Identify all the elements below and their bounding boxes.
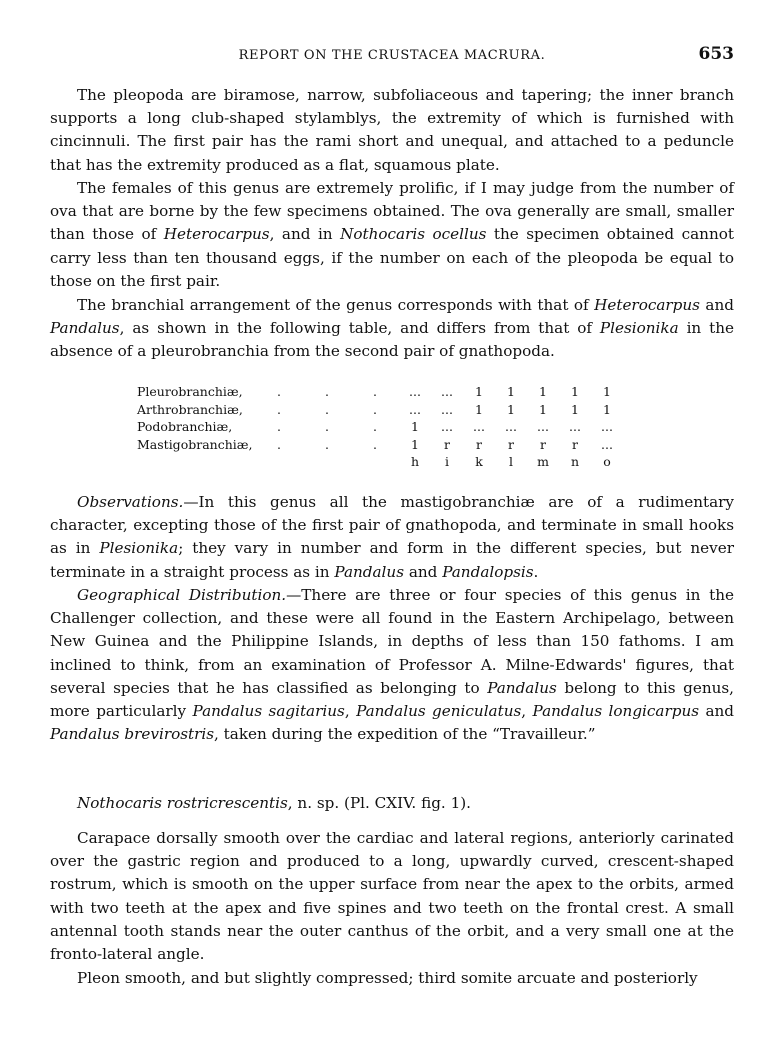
table-cell: 1: [539, 384, 547, 400]
table-cell: r: [476, 436, 482, 452]
paragraph-pleon: [50, 967, 734, 990]
genus-name: Pandalus: [487, 678, 557, 697]
table-cell: ...: [409, 384, 421, 400]
text-run: and: [699, 296, 734, 314]
text-run: , and in: [269, 225, 341, 244]
leader-dot: .: [373, 384, 377, 400]
leader-dot: .: [325, 401, 329, 417]
table-cell: ...: [505, 419, 517, 435]
table-row: [137, 436, 647, 454]
paragraph-text: The pleopoda are biramose, narrow, subfoliaceous and tapering; the inner branch supports a long club-shaped stylamblys, the extremity of which is furnished with cincinnuli. The first pair has the rami short and unequal, and attached to a peduncle that has the extremity produced as a flat, squamous plate.: [50, 86, 734, 174]
leader-dot: .: [325, 384, 329, 400]
text-run: , taken during the expedition of the “Travailleur.”: [214, 725, 596, 744]
table-cell: 1: [507, 384, 515, 400]
leader-dot: .: [277, 384, 281, 400]
text-run: in the absence of a pleurobranchia from the second pair of gnathopoda.: [50, 319, 734, 361]
table-cell: ...: [601, 436, 613, 452]
table-cell: 1: [475, 401, 483, 417]
text-run: The branchial arrangement of the genus corresponds with that of: [77, 296, 595, 314]
table-cell: 1: [411, 436, 419, 452]
text-run: ,: [344, 702, 357, 721]
section-lead: Geographical Distribution.: [77, 586, 287, 604]
genus-name: Plesionika: [99, 539, 179, 558]
table-cell: r: [572, 436, 578, 452]
paragraph-text: Pleon smooth, and but slightly compressed; third somite arcuate and posteriorly: [77, 969, 698, 987]
text-run: , n. sp. (Pl. CXIV. fig. 1).: [287, 794, 472, 812]
column-letter: o: [603, 454, 611, 470]
leader-dot: .: [373, 401, 377, 417]
column-letter: k: [475, 454, 483, 470]
column-letter: n: [570, 454, 580, 470]
paragraph-text: Carapace dorsally smooth over the cardiac and lateral regions, anteriorly carinated over the gastric region and produced to a long, upwardly curved, crescent-shaped rostrum, which is smooth on the upper surface from near the apex to the orbits, armed with two teeth at the apex and five spines and two teeth on the frontal crest. A small antennal tooth stands near the outer canthus of the orbit, and a very small one at the fronto-lateral angle.: [50, 829, 734, 964]
leader-dot: .: [373, 436, 377, 452]
section-lead: Observations.: [77, 493, 184, 511]
paragraph-observations: [50, 491, 734, 584]
table-cell: 1: [571, 384, 579, 400]
species-name: Pandalus geniculatus: [356, 702, 522, 721]
table-row: [137, 418, 647, 436]
genus-name: Pandalopsis: [442, 562, 534, 581]
text-run: —There are three or four species of this genus in the Challenger collection, and these were all found in the Eastern Archipelago, between New Guinea and the Philippine Islands, in depths of less than 150 fathoms. I am inclined to think, from an examination of Professor A. Milne-Edwards' figures, that several species that he has classified as belonging to: [50, 586, 734, 697]
species-name: Nothocaris ocellus: [340, 225, 487, 244]
text-run: and: [404, 562, 443, 581]
genus-name: Heterocarpus: [594, 296, 700, 314]
genus-name: Heterocarpus: [163, 225, 270, 244]
row-label: Mastigobranchiæ,: [137, 436, 253, 452]
page-number: 653: [698, 44, 734, 64]
table-cell: r: [508, 436, 514, 452]
text-run: the specimen obtained cannot carry less than ten thousand eggs, if the number on each of the pleopoda be equal to those on the first pair.: [50, 225, 734, 290]
leader-dot: .: [325, 419, 329, 435]
column-letter: h: [410, 454, 420, 470]
paragraph-distribution: [50, 584, 734, 746]
table-cell: ...: [441, 384, 453, 400]
species-name: Pandalus longicarpus: [532, 702, 700, 721]
table-cell: r: [540, 436, 546, 452]
paragraph-females: [50, 177, 734, 293]
genus-name: Plesionika: [599, 319, 679, 338]
table-cell: ...: [473, 419, 485, 435]
column-letter: l: [509, 454, 513, 470]
text-run: and: [699, 702, 735, 721]
text-run: .: [533, 562, 539, 581]
row-label: Arthrobranchiæ,: [137, 401, 243, 417]
table-cell: r: [444, 436, 450, 452]
branchial-table: [137, 383, 647, 471]
row-label: Podobranchiæ,: [137, 419, 233, 435]
column-letter: m: [537, 454, 549, 470]
species-name: Pandalus sagitarius: [192, 702, 345, 721]
row-label: Pleurobranchiæ,: [137, 384, 243, 400]
paragraph-carapace: [50, 827, 734, 966]
paragraph-branchial: [50, 294, 734, 364]
table-cell: 1: [507, 401, 515, 417]
column-letter: i: [445, 454, 449, 470]
leader-dot: .: [277, 419, 281, 435]
leader-dot: .: [277, 401, 281, 417]
running-title: REPORT ON THE CRUSTACEA MACRURA.: [238, 48, 546, 63]
text-run: ,: [521, 702, 533, 721]
table-cell: 1: [475, 384, 483, 400]
text-run: —In this genus all the mastigobranchiæ are of a rudimentary character, excepting those of the first pair of gnathopoda, and terminate in small hooks as in: [50, 493, 734, 558]
text-run: ; they vary in number and form in the different species, but never terminate in a straight process as in: [50, 539, 734, 581]
table-cell: ...: [441, 419, 453, 435]
species-heading: [77, 794, 471, 812]
paragraph-pleopoda: [50, 84, 734, 177]
text-run: The females of this genus are extremely prolific, if I may judge from the number of ova that are borne by the few specimens obtained. The ova generally are small, smaller than those of: [50, 179, 734, 244]
table-cell: 1: [571, 401, 579, 417]
species-name: Nothocaris rostricrescentis: [77, 794, 288, 812]
genus-name: Pandalus: [50, 319, 120, 338]
table-cell: ...: [569, 419, 581, 435]
table-cell: ...: [537, 419, 549, 435]
table-cell: 1: [411, 419, 419, 435]
table-cell: ...: [441, 401, 453, 417]
table-cell: 1: [603, 384, 611, 400]
genus-name: Pandalus: [334, 562, 404, 581]
leader-dot: .: [277, 436, 281, 452]
leader-dot: .: [325, 436, 329, 452]
text-run: , as shown in the following table, and differs from that of: [119, 319, 600, 338]
table-cell: ...: [601, 419, 613, 435]
leader-dot: .: [373, 419, 377, 435]
table-cell: ...: [409, 401, 421, 417]
species-name: Pandalus brevirostris: [50, 725, 215, 744]
table-row: [137, 401, 647, 419]
table-cell: 1: [539, 401, 547, 417]
table-cell: 1: [603, 401, 611, 417]
table-row: [137, 383, 647, 401]
page-header: [50, 44, 734, 68]
column-letters-row: [137, 453, 647, 471]
text-run: belong to this genus, more particularly: [50, 678, 735, 721]
